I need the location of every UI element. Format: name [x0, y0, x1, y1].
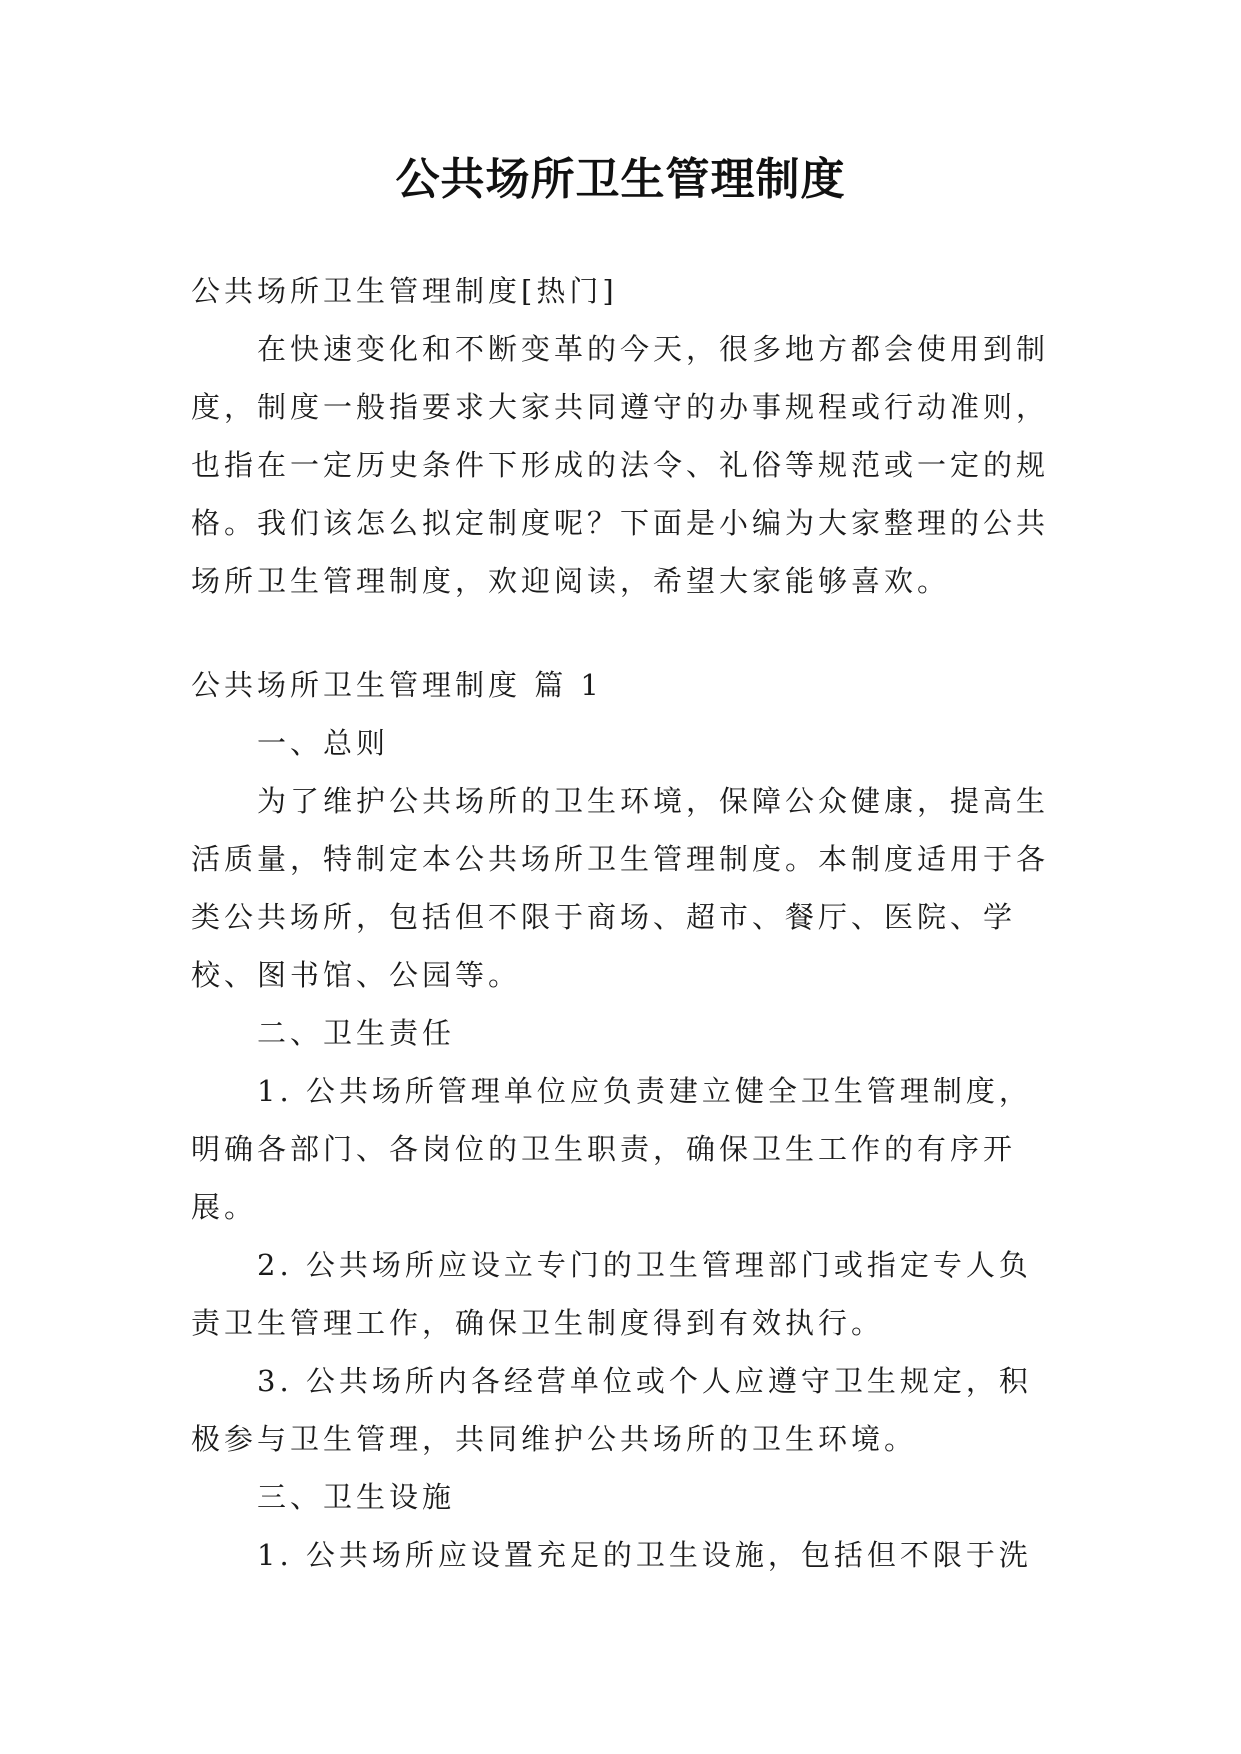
part2-heading: 二、卫生责任: [257, 1016, 456, 1050]
intro-paragraph: 在快速变化和不断变革的今天，很多地方都会使用到制度，制度一般指要求大家共同遵守的办事规程或行动准则，也指在一定历史条件下形成的法令、礼俗等规范或一定的规格。我们该怎么拟定制度呢？下面是小编为大家整理的公共场所卫生管理制度，欢迎阅读，希望大家能够喜欢。: [191, 332, 1050, 598]
part2-item-3: 3. 公共场所内各经营单位或个人应遵守卫生规定，积极参与卫生管理，共同维护公共场所的卫生环境。: [191, 1364, 1032, 1456]
document-subtitle: 公共场所卫生管理制度[热门]: [191, 274, 618, 308]
part3-heading: 三、卫生设施: [257, 1480, 456, 1514]
part1-paragraph: 为了维护公共场所的卫生环境，保障公众健康，提高生活质量，特制定本公共场所卫生管理制度。本制度适用于各类公共场所，包括但不限于商场、超市、餐厅、医院、学校、图书馆、公园等。: [191, 784, 1050, 992]
document-title: 公共场所卫生管理制度: [395, 154, 846, 205]
part2-item-1: 1. 公共场所管理单位应负责建立健全卫生管理制度，明确各部门、各岗位的卫生职责，确保卫生工作的有序开展。: [191, 1074, 1032, 1224]
part1-heading: 一、总则: [257, 726, 390, 760]
section-heading: 公共场所卫生管理制度 篇 1: [191, 668, 603, 702]
document-body: [191, 262, 1051, 1584]
part2-item-2: 2. 公共场所应设立专门的卫生管理部门或指定专人负责卫生管理工作，确保卫生制度得到有效执行。: [191, 1248, 1032, 1340]
part3-item-1: 1. 公共场所应设置充足的卫生设施，包括但不限于洗: [257, 1538, 1032, 1572]
